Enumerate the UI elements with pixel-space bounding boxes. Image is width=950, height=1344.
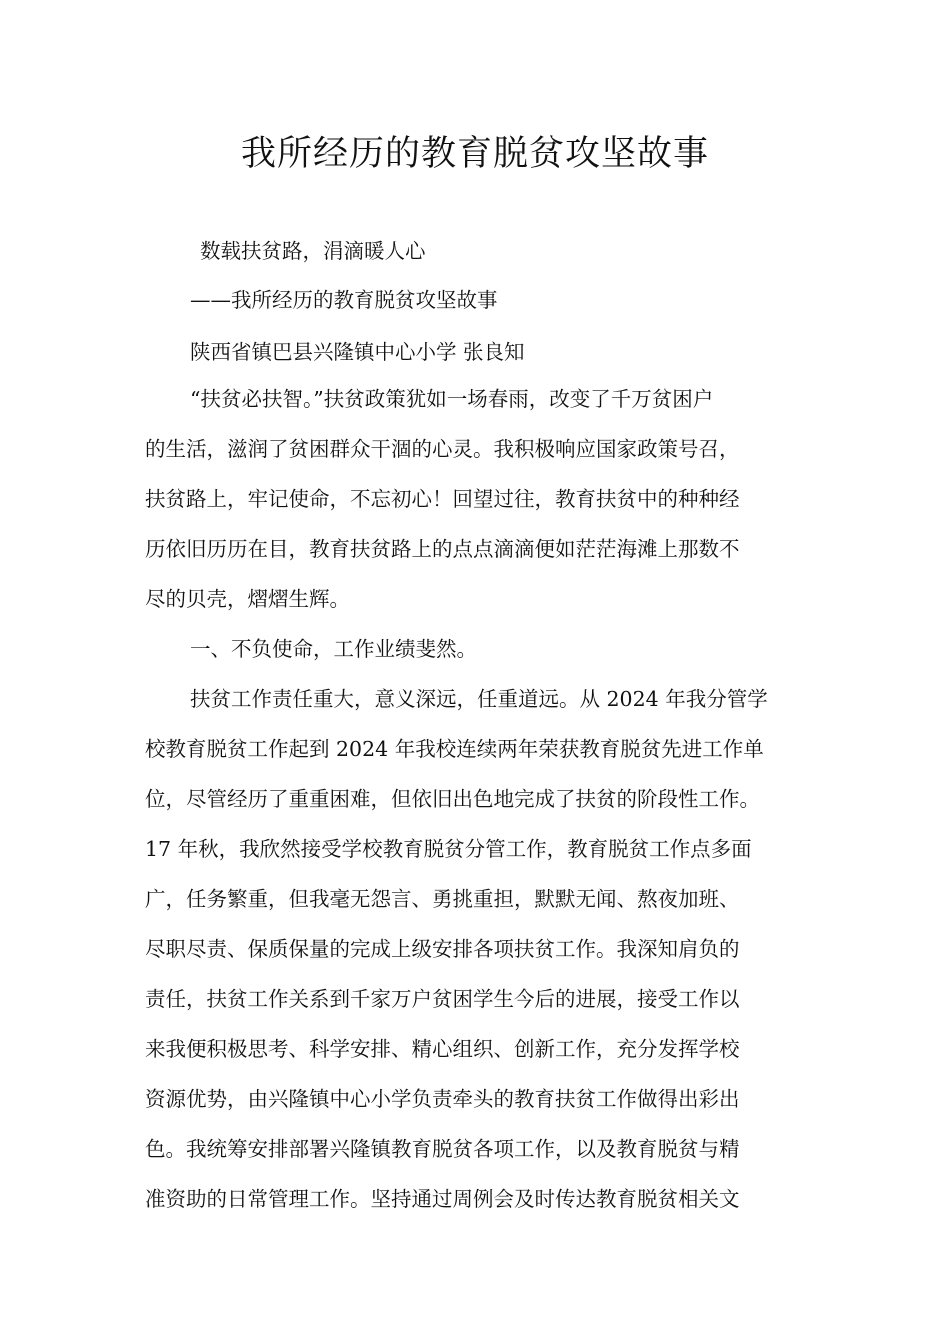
body-line: 扶贫工作责任重大，意义深远，任重道远。从 2024 年我分管学 bbox=[190, 687, 768, 711]
body-line: 尽职尽责、保质保量的完成上级安排各项扶贫工作。我深知肩负的 bbox=[145, 937, 740, 961]
article-dash-title: ——我所经历的教育脱贫攻坚故事 bbox=[190, 288, 498, 312]
body-line: 扶贫路上，牢记使命，不忘初心！回望过往，教育扶贫中的种种经 bbox=[145, 487, 740, 511]
body-line: 广，任务繁重，但我毫无怨言、勇挑重担，默默无闻、熬夜加班、 bbox=[145, 887, 740, 911]
article-subtitle: 数载扶贫路，涓滴暖人心 bbox=[200, 239, 426, 263]
body-line: 的生活，滋润了贫困群众干涸的心灵。我积极响应国家政策号召， bbox=[145, 437, 740, 461]
body-line: 资源优势，由兴隆镇中心小学负责牵头的教育扶贫工作做得出彩出 bbox=[145, 1087, 740, 1111]
body-line: 来我便积极思考、科学安排、精心组织、创新工作，充分发挥学校 bbox=[145, 1037, 740, 1061]
body-line: 色。我统筹安排部署兴隆镇教育脱贫各项工作，以及教育脱贫与精 bbox=[145, 1137, 740, 1161]
body-line: 尽的贝壳，熠熠生辉。 bbox=[145, 587, 350, 611]
section-heading: 一、不负使命，工作业绩斐然。 bbox=[190, 637, 477, 661]
document-title: 我所经历的教育脱贫攻坚故事 bbox=[240, 134, 709, 174]
author-line: 陕西省镇巴县兴隆镇中心小学 张良知 bbox=[190, 340, 525, 364]
body-line: 位，尽管经历了重重困难，但依旧出色地完成了扶贫的阶段性工作。 bbox=[145, 787, 760, 811]
body-line: 责任，扶贫工作关系到千家万户贫困学生今后的进展，接受工作以 bbox=[145, 987, 740, 1011]
body-line: 17 年秋，我欣然接受学校教育脱贫分管工作，教育脱贫工作点多面 bbox=[145, 837, 752, 861]
body-line: “扶贫必扶智。”扶贫政策犹如一场春雨，改变了千万贫困户 bbox=[190, 387, 714, 411]
body-line: 校教育脱贫工作起到 2024 年我校连续两年荣获教育脱贫先进工作单 bbox=[145, 737, 764, 761]
body-line: 历依旧历历在目，教育扶贫路上的点点滴滴便如茫茫海滩上那数不 bbox=[145, 537, 740, 561]
body-line: 准资助的日常管理工作。坚持通过周例会及时传达教育脱贫相关文 bbox=[145, 1187, 740, 1211]
